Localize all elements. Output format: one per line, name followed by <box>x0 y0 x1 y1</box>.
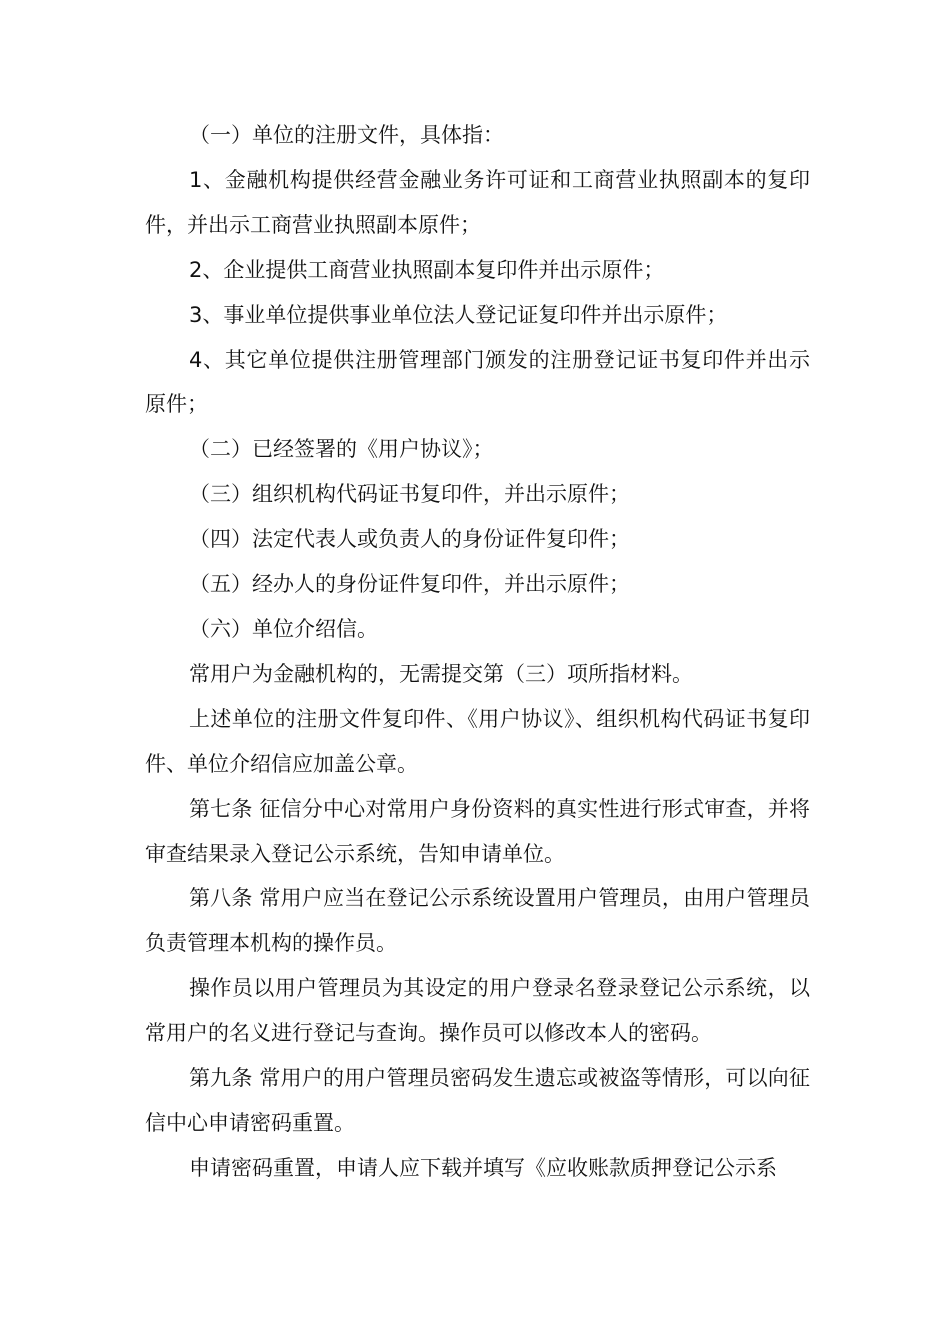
paragraph-item-2: （二）已经签署的《用户协议》； <box>189 437 494 462</box>
paragraph-seal-requirement: 上述单位的注册文件复印件、《用户协议》、组织机构代码证书复印件、单位介绍信应加盖公章。 <box>145 706 810 776</box>
paragraph-operator-login: 操作员以用户管理员为其设定的用户登录名登录登记公示系统，以常用户的名义进行登记与查询。操作员可以修改本人的密码。 <box>145 976 810 1046</box>
paragraph-item-1-4: 4、其它单位提供注册管理部门颁发的注册登记证书复印件并出示原件； <box>145 347 810 417</box>
paragraph-item-6: （六）单位介绍信。 <box>189 616 378 641</box>
paragraph-item-1-3: 3、事业单位提供事业单位法人登记证复印件并出示原件； <box>189 302 728 327</box>
paragraph-article-9: 第九条 常用户的用户管理员密码发生遗忘或被盗等情形，可以向征信中心申请密码重置。 <box>145 1066 810 1135</box>
paragraph-item-1-2: 2、企业提供工商营业执照副本复印件并出示原件； <box>189 257 665 282</box>
paragraph-financial-institution-note: 常用户为金融机构的，无需提交第（三）项所指材料。 <box>189 661 693 686</box>
paragraph-item-5: （五）经办人的身份证件复印件，并出示原件； <box>189 572 630 597</box>
paragraph-password-reset: 申请密码重置，申请人应下载并填写《应收账款质押登记公示系 <box>189 1155 777 1180</box>
paragraph-item-1-1: 1、金融机构提供经营金融业务许可证和工商营业执照副本的复印件，并出示工商营业执照副本原件； <box>145 167 810 237</box>
paragraph-item-1-heading: （一）单位的注册文件，具体指： <box>189 123 504 147</box>
paragraph-article-7: 第七条 征信分中心对常用户身份资料的真实性进行形式审查，并将审查结果录入登记公示系统，告知申请单位。 <box>145 796 810 866</box>
document-body <box>145 113 810 1191</box>
paragraph-item-4: （四）法定代表人或负责人的身份证件复印件； <box>189 527 630 552</box>
paragraph-article-8: 第八条 常用户应当在登记公示系统设置用户管理员，由用户管理员负责管理本机构的操作员。 <box>145 886 810 956</box>
paragraph-item-3: （三）组织机构代码证书复印件，并出示原件； <box>189 482 630 507</box>
